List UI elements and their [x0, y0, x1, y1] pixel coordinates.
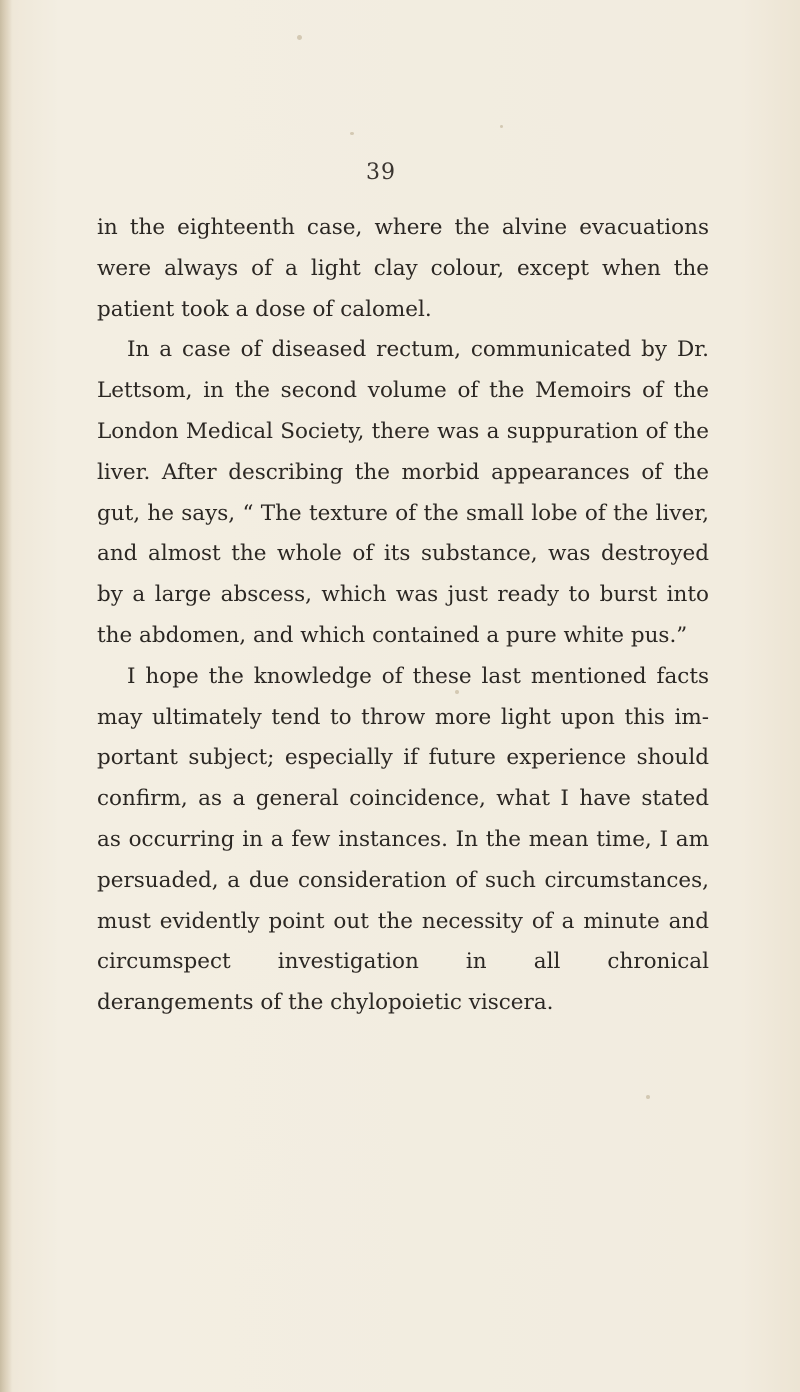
paragraph: in the eighteenth case, where the alvine evacuations were always of a light clay colour, except when the patient took a dose of calomel. [97, 215, 709, 322]
paper-speck [646, 1095, 650, 1099]
paragraph: In a case of diseased rectum, communicated by Dr. Lettsom, in the second volume of the Memoirs of the London Medical Society, there was a suppuration of the liver. After describing the morbid appearances of the gut, he says, “ The texture of the small lobe of the liver, and almost the whole of its substance, was destroyed by a large abscess, which was just ready to burst into the abdomen, and which contained a pure white pus.” [97, 337, 709, 648]
paper-speck [500, 125, 503, 128]
paper-speck [297, 35, 302, 40]
paragraph: I hope the knowledge of these last mentioned facts may ultimately tend to throw more light upon this im-portant subject; especially if future experience should confirm, as a general coincidence, what I have stated as occurring in a few instances. In the mean time, I am persuaded, a due consideration of such circumstances, must evidently point out the necessity of a minute and circumspect investigation in all chronical derangements of the chylopoietic viscera. [97, 663, 709, 1016]
page-binding-edge [0, 0, 12, 1392]
body-text [97, 208, 709, 1024]
page-number: 39 [366, 160, 396, 185]
paper-speck [350, 132, 354, 135]
